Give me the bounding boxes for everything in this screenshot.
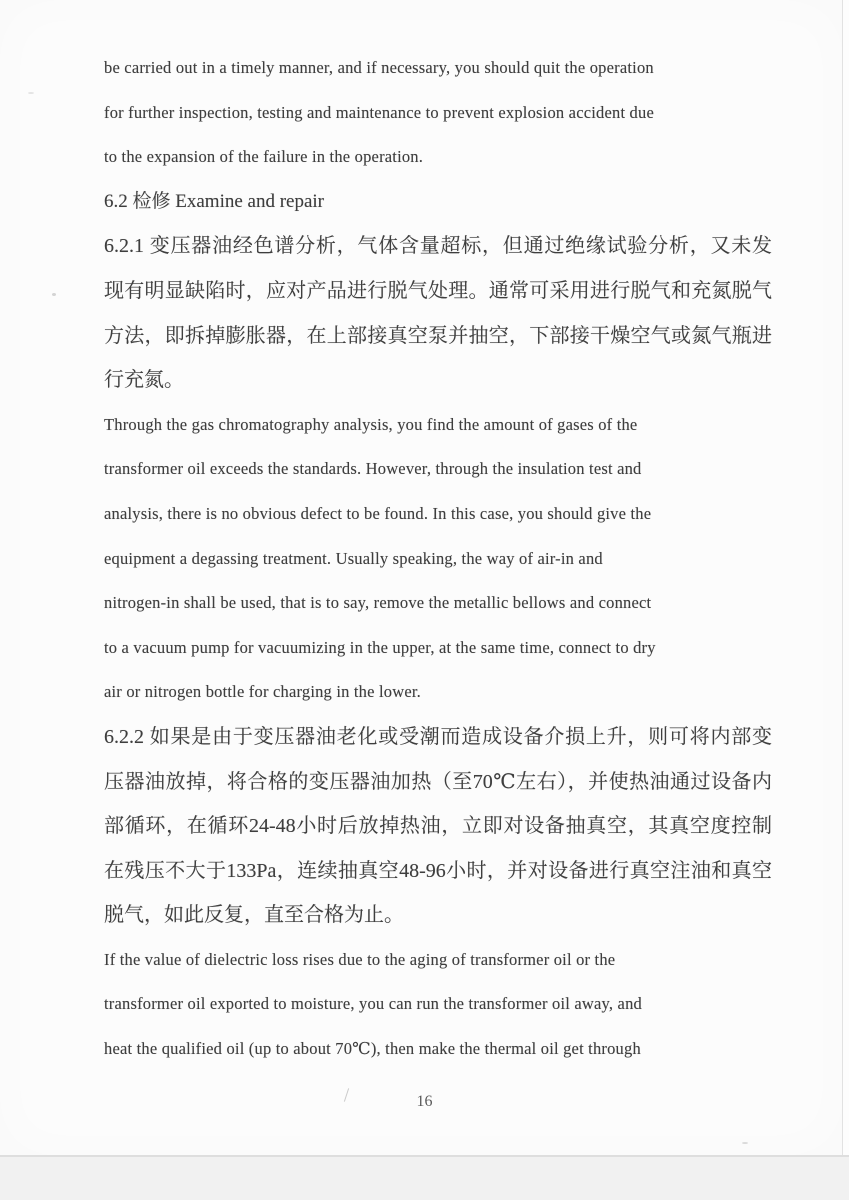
text-line: to the expansion of the failure in the operation. [104, 147, 424, 167]
text-line: to a vacuum pump for vacuumizing in the upper, at the same time, connect to dry [104, 637, 656, 657]
text-line: 6.2.1 变压器油经色谱分析，气体含量超标，但通过绝缘试验分析，又未发 [104, 235, 772, 258]
text-line: transformer oil exceeds the standards. However, through the insulation test and [104, 459, 642, 479]
text-line: 现有明显缺陷时，应对产品进行脱气处理。通常可采用进行脱气和充氮脱气 [104, 279, 772, 302]
text-line: 行充氮。 [104, 369, 184, 392]
page-number: 16 [416, 1093, 433, 1110]
text-line: transformer oil exported to moisture, you can run the transformer oil away, and [104, 994, 642, 1014]
section-heading-6-2: 6.2 检修 Examine and repair [104, 190, 325, 212]
document-body [104, 46, 772, 1072]
text-line: 6.2.2 如果是由于变压器油老化或受潮而造成设备介损上升，则可将内部变 [104, 725, 772, 748]
text-line: Through the gas chromatography analysis, you find the amount of gases of the [104, 414, 638, 434]
text-line: air or nitrogen bottle for charging in the lower. [104, 682, 421, 702]
text-line: for further inspection, testing and maintenance to prevent explosion accident due [104, 102, 654, 122]
text-line: analysis, there is no obvious defect to be found. In this case, you should give the [104, 503, 652, 523]
text-line: nitrogen-in shall be used, that is to say, remove the metallic bellows and connect [104, 593, 652, 613]
text-line: heat the qualified oil (up to about 70℃), then make the thermal oil get through [104, 1039, 641, 1059]
scanner-bed-area [0, 1157, 849, 1200]
text-line: 在残压不大于133Pa，连续抽真空48-96小时，并对设备进行真空注油和真空 [104, 859, 772, 882]
text-line: If the value of dielectric loss rises due to the aging of transformer oil or the [104, 949, 616, 969]
text-line: 方法，即拆掉膨胀器，在上部接真空泵并抽空，下部接干燥空气或氮气瓶进 [104, 324, 772, 347]
text-line: be carried out in a timely manner, and if necessary, you should quit the operation [104, 58, 654, 77]
text-line: 压器油放掉，将合格的变压器油加热（至70℃左右），并使热油通过设备内 [104, 770, 772, 793]
scan-right-margin [843, 0, 849, 1156]
text-line: 部循环，在循环24-48小时后放掉热油，立即对设备抽真空，其真空度控制 [104, 815, 772, 838]
text-line: 脱气，如此反复，直至合格为止。 [104, 904, 404, 927]
text-line: equipment a degassing treatment. Usually speaking, the way of air-in and [104, 548, 603, 568]
